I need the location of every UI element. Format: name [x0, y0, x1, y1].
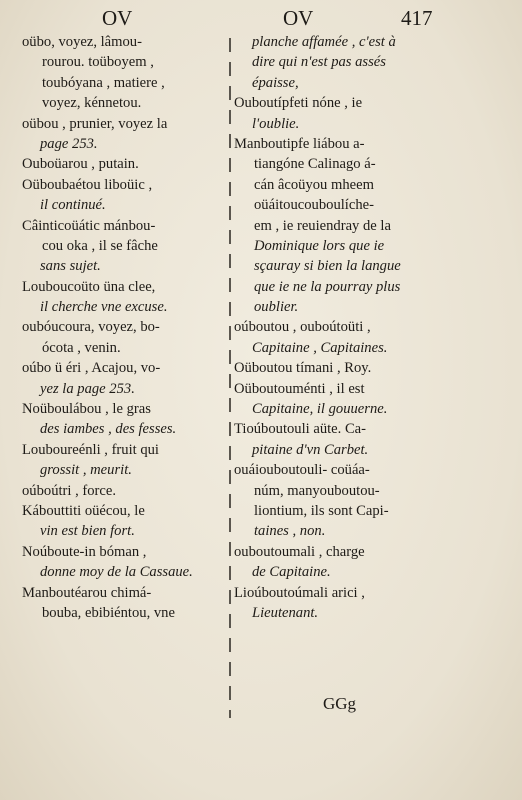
entry-line: Kábouttiti oüécou, le: [22, 502, 145, 519]
entry-line: ouboutoumali , charge: [234, 543, 365, 560]
entry-line: rourou. toüboyem ,: [42, 54, 154, 71]
entry-line: tiangóne Calinago á-: [254, 156, 376, 173]
entry-line: Oüboubaétou liboüic ,: [22, 176, 153, 193]
entry-line: Ouboutípfeti nóne , ie: [234, 95, 363, 112]
entry-line: toubóyana , matiere ,: [42, 74, 165, 91]
entry-line: oúboutou , ouboútoüti ,: [234, 319, 371, 336]
entry-line: núm, manyouboutou-: [254, 482, 380, 499]
entry-line: l'oublie.: [252, 115, 300, 132]
right-column: [234, 32, 470, 623]
entry-line: oüáitoucouboulíche-: [254, 197, 374, 214]
entry-line: pitaine d'vn Carbet.: [252, 441, 369, 458]
signature-mark: GGg: [323, 694, 357, 713]
left-column: [22, 32, 228, 623]
entry-line: de Capitaine.: [252, 564, 331, 581]
entry-line: yez la page 253.: [40, 380, 135, 397]
entry-line: oúboútri , force.: [22, 482, 117, 499]
entry-line: oúbo ü éri , Acajou, vo-: [22, 360, 161, 377]
entry-line: sans sujet.: [40, 258, 101, 275]
entry-line: Manboutipfe liábou a-: [234, 135, 365, 152]
entry-line: Câinticoüátic mánbou-: [22, 217, 156, 234]
entry-line: Capitaine, il gouuerne.: [252, 401, 388, 418]
entry-line: em , ie reuiendray de la: [254, 217, 391, 234]
entry-line: oubóucoura, voyez, bo-: [22, 319, 160, 336]
running-head: [0, 6, 522, 32]
entry-line: Ouboüarou , putain.: [22, 156, 139, 173]
entry-line: bouba, ebibiéntou, vne: [42, 604, 175, 621]
entry-line: liontium, ils sont Capi-: [254, 502, 389, 519]
column-divider: [229, 38, 231, 718]
entry-line: oübo, voyez, lâmou-: [22, 34, 142, 50]
entry-line: page 253.: [40, 135, 98, 152]
entry-line: ouáiouboutouli- coüáa-: [234, 462, 370, 479]
entry-line: que ie ne la pourray plus: [254, 278, 401, 295]
entry-line: Lioúboutoúmali arici ,: [234, 584, 365, 601]
entry-line: Dominique lors que ie: [254, 237, 385, 254]
entry-line: épaisse,: [252, 74, 299, 91]
entry-line: il cherche vne excuse.: [40, 299, 168, 316]
entry-line: Louboureénli , fruit qui: [22, 441, 159, 458]
entry-line: Oüboutouménti , il est: [234, 380, 365, 397]
entry-line: oublier.: [254, 299, 299, 316]
entry-line: voyez, kénnetou.: [42, 95, 142, 112]
entry-line: grossit , meurit.: [40, 462, 132, 479]
running-head-left: OV: [102, 6, 133, 30]
entry-line: planche affamée , c'est à: [252, 34, 396, 50]
entry-line: il continué.: [40, 197, 106, 214]
entry-line: Capitaine , Capitaines.: [252, 339, 388, 356]
entry-line: oübou , prunier, voyez la: [22, 115, 168, 132]
entry-line: taines , non.: [254, 523, 326, 540]
entry-line: Oüboutou tímani , Roy.: [234, 360, 372, 377]
entry-line: sçauray si bien la langue: [254, 258, 401, 275]
entry-line: dire qui n'est pas assés: [252, 54, 386, 71]
entry-line: vin est bien fort.: [40, 523, 135, 540]
entry-line: Louboucoüto üna clee,: [22, 278, 156, 295]
entry-line: cán âcoüyou mheem: [254, 176, 374, 193]
entry-line: Tioúboutouli aüte. Ca-: [234, 421, 367, 438]
entry-line: des iambes , des fesses.: [40, 421, 177, 438]
entry-line: Noúboute-in bóman ,: [22, 543, 147, 560]
entry-line: Noüboulábou , le gras: [22, 401, 151, 418]
entry-line: Lieutenant.: [252, 604, 319, 621]
page-number: 417: [401, 6, 433, 30]
entry-line: ócota , venin.: [42, 339, 121, 356]
entry-line: cou oka , il se fâche: [42, 237, 158, 254]
entry-line: donne moy de la Cassaue.: [40, 564, 193, 581]
entry-line: Manboutéarou chimá-: [22, 584, 152, 601]
running-head-right: OV: [283, 6, 314, 30]
